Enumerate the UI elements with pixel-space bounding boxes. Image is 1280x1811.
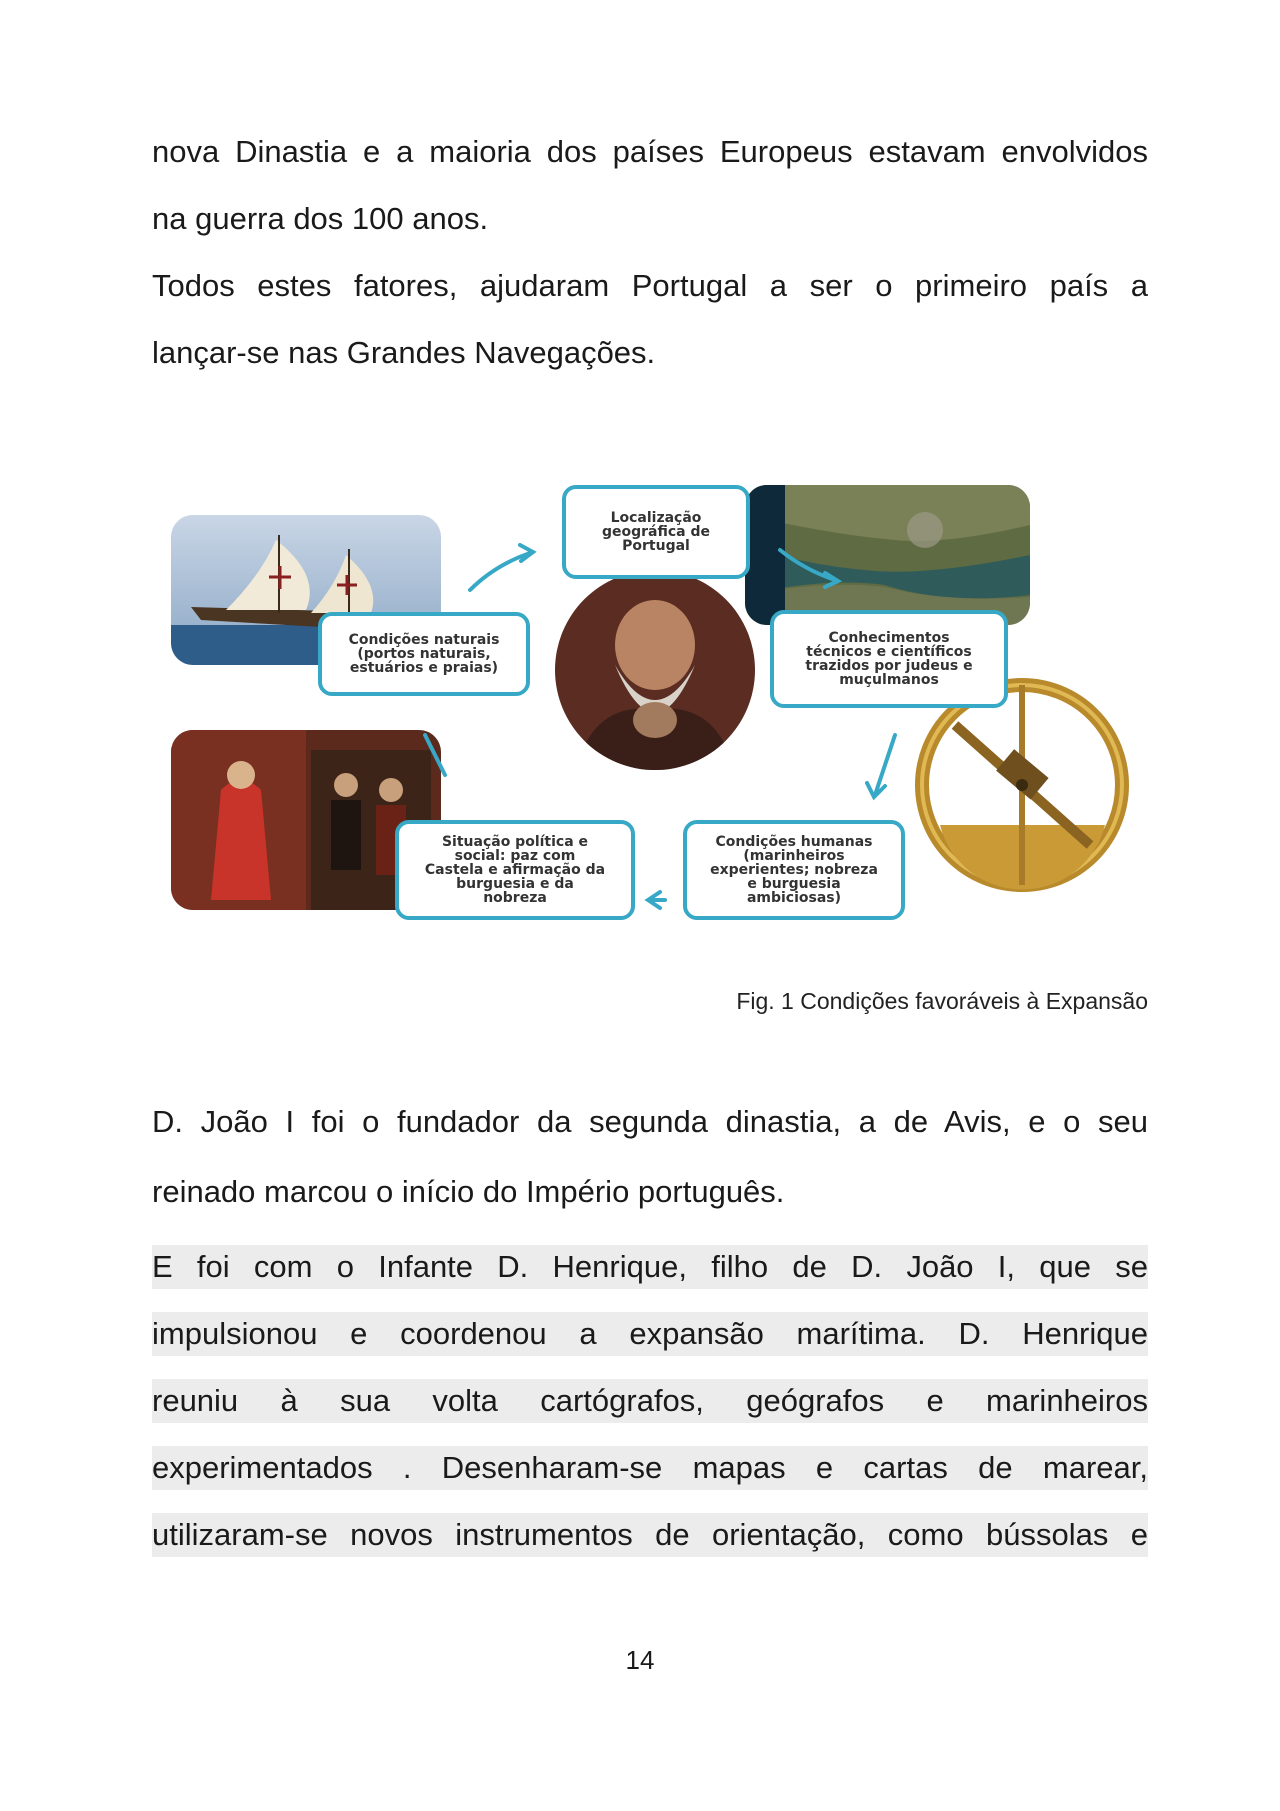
figure-caption: Fig. 1 Condições favoráveis à Expansão — [736, 988, 1148, 1014]
page-number: 14 — [625, 1645, 655, 1675]
box-geographic-location: Localização geográfica de Portugal — [562, 485, 750, 579]
box-natural-conditions: Condições naturais (portos naturais, estuários e praias) — [318, 612, 530, 696]
box-political-situation: Situação política e social: paz com Castela e afirmação da burguesia e da nobreza — [395, 820, 635, 920]
paragraph2-line1: Todos estes fatores, ajudaram Portugal a ser o primeiro país a — [152, 268, 1148, 303]
paragraph1-line1: nova Dinastia e a maioria dos países Europeus estavam envolvidos — [152, 134, 1148, 169]
paragraph4-line4: experimentados . Desenharam-se mapas e cartas de marear, — [152, 1446, 1148, 1490]
paragraph1-line2: na guerra dos 100 anos. — [152, 201, 489, 236]
paragraph4-line3: reuniu à sua volta cartógrafos, geógrafos e marinheiros — [152, 1379, 1148, 1423]
paragraph3-line1: D. João I foi o fundador da segunda dinastia, a de Avis, e o seu — [152, 1104, 1148, 1139]
paragraph4-line2: impulsionou e coordenou a expansão marítima. D. Henrique — [152, 1312, 1148, 1356]
paragraph3-line2: reinado marcou o início do Império português. — [152, 1174, 785, 1209]
paragraph4-line1: E foi com o Infante D. Henrique, filho de D. João I, que se — [152, 1245, 1148, 1289]
expansion-conditions-figure — [165, 475, 1150, 925]
paragraph2-line2: lançar-se nas Grandes Navegações. — [152, 335, 656, 370]
box-human-conditions: Condições humanas (marinheiros experientes; nobreza e burguesia ambiciosas) — [683, 820, 905, 920]
box-technical-knowledge: Conhecimentos técnicos e científicos trazidos por judeus e muçulmanos — [770, 610, 1008, 708]
paragraph4-line5: utilizaram-se novos instrumentos de orientação, como bússolas e — [152, 1513, 1148, 1557]
